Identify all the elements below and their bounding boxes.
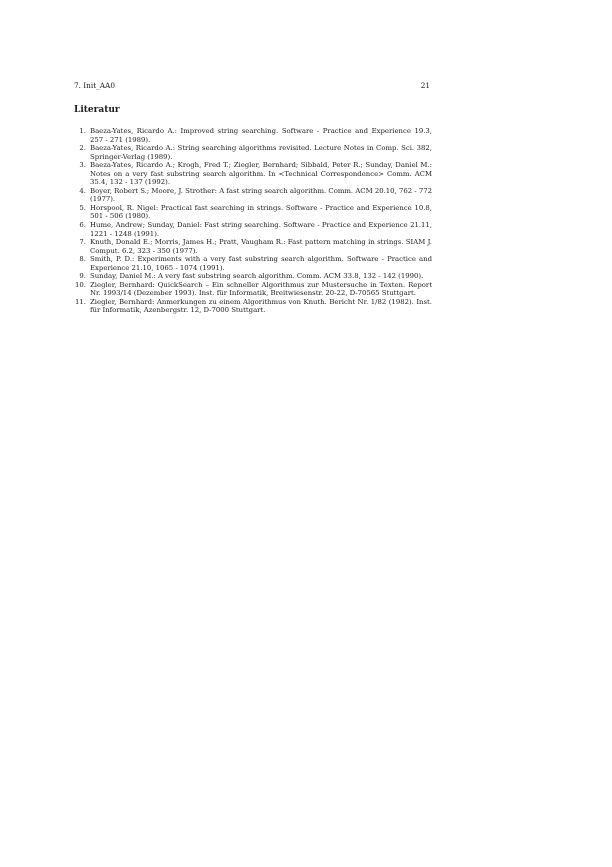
reference-item [74, 127, 432, 144]
reference-item [74, 255, 432, 272]
reference-item [74, 221, 432, 238]
reference-item [74, 238, 432, 255]
page-number: 21 [420, 81, 430, 90]
reference-text: Boyer, Robert S.; Moore, J. Strother: A fast string search algorithm. Comm. ACM 20.10, 762 - 772 (1977). [90, 186, 432, 204]
reference-number: 8. [79, 255, 86, 264]
reference-number: 6. [79, 221, 86, 230]
reference-number: 10. [75, 280, 86, 289]
running-head [74, 80, 430, 92]
reference-text: Baeza-Yates, Ricardo A.: String searching algorithms revisited. Lecture Notes in Comp. Sci. 382, Springer-Verlag (1989). [90, 144, 432, 161]
reference-number: 7. [79, 238, 86, 247]
reference-text: Ziegler, Bernhard: QuickSearch – Ein schneller Algorithmus zur Mustersuche in Texten. Report Nr. 1993/14 (Dezember 1993). Inst. für Informatik, Breitwiesenstr. 20-22, D-70565 Stuttgart. [90, 280, 432, 298]
reference-number: 3. [79, 161, 86, 170]
reference-text: Ziegler, Bernhard: Anmerkungen zu einem Algorithmus von Knuth. Bericht Nr. 1/82 (1982). Inst. für Informatik, Azenbergstr. 12, D-7000 Stuttgart. [90, 297, 432, 315]
reference-text: Sunday, Daniel M.: A very fast substring search algorithm. Comm. ACM 33.8, 132 - 142 (1990). [90, 272, 424, 281]
reference-item [74, 204, 432, 221]
reference-number: 11. [75, 297, 86, 306]
chapter-label: 7. Init_AA0 [74, 81, 115, 90]
reference-item [74, 144, 432, 161]
reference-item [74, 281, 432, 298]
reference-list [74, 127, 432, 315]
section-title: Literatur [74, 105, 120, 115]
reference-number: 2. [79, 144, 86, 153]
reference-text: Knuth, Donald E.; Morris, James H.; Pratt, Vaugham R.: Fast pattern matching in strings. SIAM J. Comput. 6.2, 323 - 350 (1977). [90, 238, 432, 255]
reference-text: Baeza-Yates, Ricardo A.: Improved string searching. Software - Practice and Experience 19.3, 257 - 271 (1989). [90, 127, 432, 144]
reference-item [74, 272, 432, 281]
reference-item [74, 187, 432, 204]
reference-number: 5. [79, 203, 86, 212]
reference-text: Hume, Andrew; Sunday, Daniel: Fast string searching. Software - Practice and Experience 21.11, 1221 - 1248 (1991). [90, 221, 432, 238]
reference-item [74, 161, 432, 187]
reference-text: Baeza-Yates, Ricardo A.; Krogh, Fred T.; Ziegler, Bernhard; Sibbald, Peter R.; Sunday, Daniel M.: Notes on a very fast substring search algorithm. In <Technical Correspondence> Comm. ACM 35.4, 132 - 137 (1992). [90, 161, 432, 187]
reference-text: Horspool, R. Nigel: Practical fast searching in strings. Software - Practice and Experience 10.8, 501 - 506 (1980). [90, 203, 432, 221]
reference-item [74, 298, 432, 315]
reference-number: 1. [79, 127, 86, 135]
reference-number: 9. [79, 272, 86, 281]
reference-number: 4. [79, 186, 86, 195]
reference-text: Smith, P. D.: Experiments with a very fast substring search algorithm. Software - Practice and Experience 21.10, 1065 - 1074 (1991). [90, 255, 432, 272]
